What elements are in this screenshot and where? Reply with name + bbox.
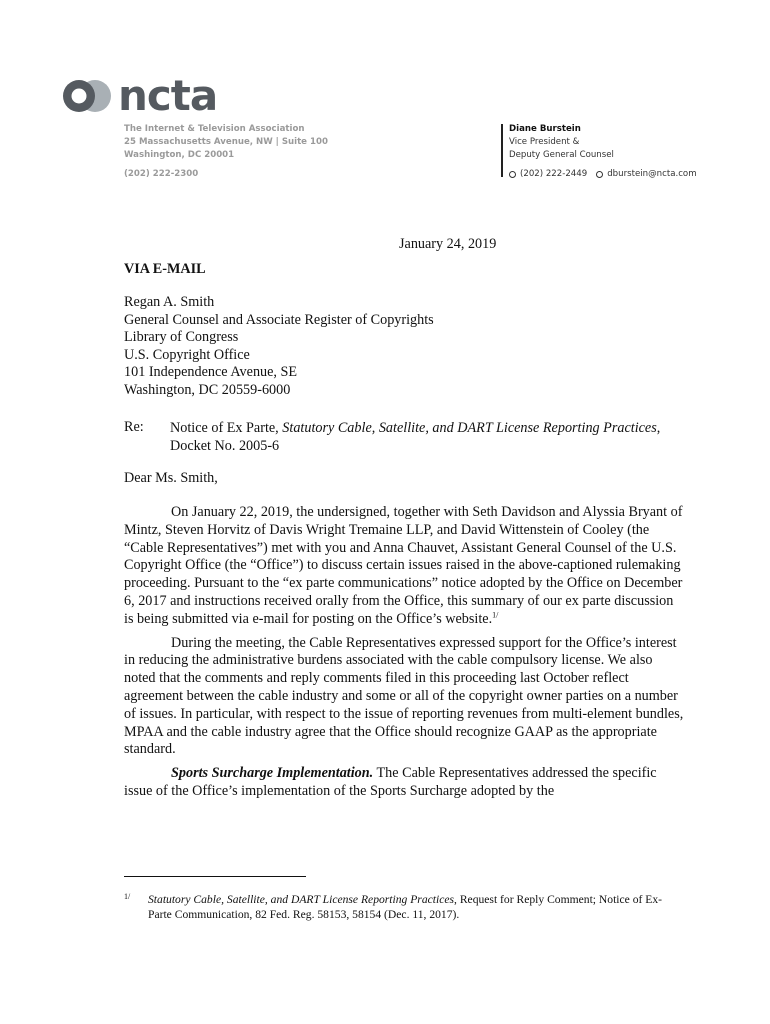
sender-name: Diane Burstein xyxy=(509,124,581,134)
letterhead-divider xyxy=(501,124,503,177)
sender-contact-block xyxy=(509,123,697,181)
footnote-rule xyxy=(124,876,306,877)
recipient-line: Washington, DC 20559-6000 xyxy=(124,381,291,398)
sender-title-line-1: Vice President & xyxy=(509,137,580,147)
footnote-ref: 1/ xyxy=(492,610,499,620)
recipient-line: 101 Independence Avenue, SE xyxy=(124,364,298,381)
paragraph-2: During the meeting, the Cable Representatives expressed support for the Office’s interest in reducing the administrative burdens associated with the cable compulsory license. We also noted that the comments and reply comments filed in this proceeding last October reflect agreement between the cable industry and some or all of the copyright owner parties on a number of issues. In particular, with respect to the issue of reporting revenues from multi-element bundles, MPAA and the cable industry agree that the Office should recognize GAAP as the appropriate standard. xyxy=(124,634,684,758)
paragraph-1-text: On January 22, 2019, the undersigned, together with Seth Davidson and Alyssia Bryant of Mintz, Steven Horvitz of Davis Wright Tremaine LLP, and David Wittenstein of Cooley (the “Cable Representatives”) met with you and Anna Chauvet, Assistant General Counsel of the U.S. Copyright Office (the “Office”) to discuss certain issues raised in the above-captioned rulemaking proceeding. Pursuant to the “ex parte communications” notice adopted by the Office on December 6, 2017 and instructions received orally from the Office, this summary of our ex parte discussion is being submitted via e-mail for posting on the Office’s website. xyxy=(124,504,683,627)
recipient-line: U.S. Copyright Office xyxy=(124,346,250,363)
recipient-address xyxy=(124,294,434,400)
recipient-line: Regan A. Smith xyxy=(124,294,215,310)
re-prefix: Notice of Ex Parte, xyxy=(170,420,283,436)
ncta-logo xyxy=(62,71,218,120)
org-address-line-1: 25 Massachusetts Avenue, NW | Suite 100 xyxy=(124,137,328,147)
section-heading-sports-surcharge: Sports Surcharge Implementation. xyxy=(171,765,374,782)
sender-contact-line xyxy=(509,168,697,181)
org-phone: (202) 222-2300 xyxy=(124,169,199,179)
letter-date: January 24, 2019 xyxy=(399,236,497,252)
footnote xyxy=(124,892,680,922)
re-suffix: , Docket No. 2005-6 xyxy=(170,420,661,454)
phone-bullet-icon xyxy=(509,171,516,178)
footnote-mark: 1/ xyxy=(124,892,131,901)
sender-phone: (202) 222-2449 xyxy=(520,169,588,179)
paragraph-3-text: The Cable Representatives addressed the specific issue of the Office’s implementation of the Sports Surcharge adopted by the xyxy=(124,765,657,799)
re-title: Statutory Cable, Satellite, and DART License Reporting Practices xyxy=(282,420,657,436)
recipient-line: General Counsel and Associate Register of Copyrights xyxy=(124,311,434,328)
footnote-citation: , Request for Reply Comment; Notice of Ex-Parte Communication, 82 Fed. Reg. 58153, 58154 (Dec. 11, 2017). xyxy=(148,893,663,921)
sender-title-line-2: Deputy General Counsel xyxy=(509,150,614,160)
org-name: The Internet & Television Association xyxy=(124,124,305,134)
paragraph-1 xyxy=(124,504,686,629)
sender-email: dburstein@ncta.com xyxy=(607,169,697,179)
delivery-method: VIA E-MAIL xyxy=(124,261,206,277)
footnote-text xyxy=(148,892,680,922)
email-bullet-icon xyxy=(596,171,603,178)
re-label: Re: xyxy=(124,419,144,435)
recipient-line: Library of Congress xyxy=(124,329,239,346)
re-subject xyxy=(170,419,670,455)
letter-body xyxy=(124,504,686,801)
org-address-line-2: Washington, DC 20001 xyxy=(124,150,235,160)
footnote-title: Statutory Cable, Satellite, and DART License Reporting Practices xyxy=(148,893,455,906)
org-block xyxy=(124,123,328,181)
salutation: Dear Ms. Smith, xyxy=(124,470,218,486)
ncta-wordmark: ncta xyxy=(118,71,218,120)
ncta-logo-mark-icon xyxy=(62,76,114,116)
paragraph-3 xyxy=(124,765,686,801)
